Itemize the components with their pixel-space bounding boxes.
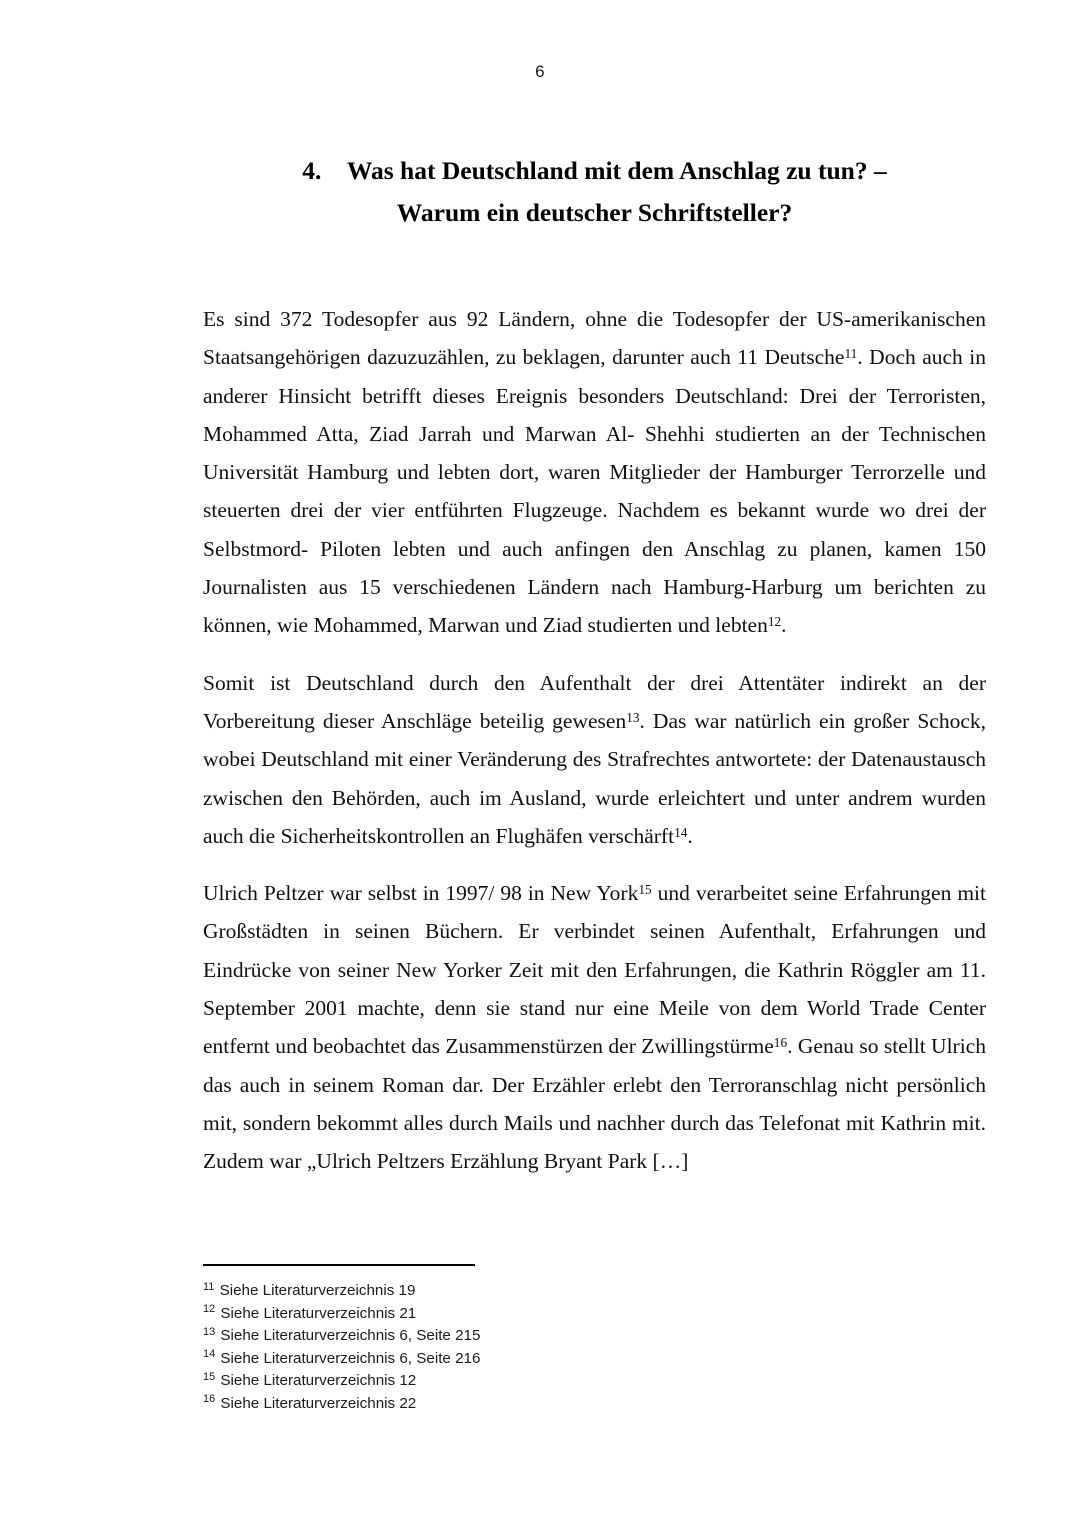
footnote-text: Siehe Literaturverzeichnis 21 — [216, 1304, 417, 1322]
footnote-item — [203, 1325, 986, 1348]
footnote-ref-14[interactable]: 14 — [674, 824, 688, 840]
footnote-text: Siehe Literaturverzeichnis 12 — [216, 1372, 417, 1389]
paragraph: Es sind 372 Todesopfer aus 92 Ländern, ohne die Todesopfer der US-amerikanischen Staatsangehörigen dazuzuzählen, zu beklagen, darunter auch 11 Deutsche$^{11}$. Doch auch in anderer Hinsicht betrifft dieses Ereignis besonders Deutschland: Drei der Terroristen, Mohammed Atta, Ziad Jarrah und Marwan Al- Shehhi studierten an der Technischen Universität Hamburg und lebten dort, waren Mitglieder der Hamburger Terrorzelle und steuerten drei der vier entführten Flugzeuge. Nachdem es bekannt wurde wo drei der Selbstmord- Piloten lebten und auch anfingen den Anschlag zu planen, kamen 150 Journalisten aus 15 verschiedenen Ländern nach Hamburg-Harburg um berichten zu können, wie Mohammed, Marwan und Ziad studierten und lebten$^{12}$. — [203, 307, 986, 638]
footnote-item — [203, 1370, 986, 1393]
footnote-area — [203, 1264, 986, 1415]
section-heading — [203, 150, 986, 234]
footnote-ref-12[interactable]: 12 — [767, 614, 782, 630]
footnote-number: 16 — [203, 1393, 216, 1406]
footnote-text: Siehe Literaturverzeichnis 19 — [215, 1282, 416, 1299]
footnote-ref-15[interactable]: 15 — [638, 882, 652, 898]
page-number: 6 — [535, 62, 545, 81]
paragraph: Somit ist Deutschland durch den Aufenthalt der drei Attentäter indirekt an der Vorbereitung dieser Anschläge beteilig gewesen$^{13}$. Das war natürlich ein großer Schock, wobei Deutschland mit einer Veränderung des Strafrechtes antwortete: der Datenaustausch zwischen den Behörden, auch im Ausland, wurde erleichtert und unter andrem wurden auch die Sicherheitskontrollen an Flughäfen verschärft$^{14}$. — [203, 670, 986, 848]
footnote-number: 11 — [203, 1280, 215, 1293]
footnote-separator-rule — [203, 1264, 475, 1266]
footnote-item — [203, 1393, 986, 1416]
footnote-number: 15 — [203, 1370, 216, 1383]
paragraph: Ulrich Peltzer war selbst in 1997/ 98 in New York$^{15}$ und verarbeitet seine Erfahrungen mit Großstädten in seinen Büchern. Er verbindet seinen Aufenthalt, Erfahrungen und Eindrücke von seiner New Yorker Zeit mit den Erfahrungen, die Kathrin Röggler am 11. September 2001 machte, denn sie stand nur eine Meile von dem World Trade Center entfernt und beobachtet das Zusammenstürzen der Zwillingstürme$^{16}$. Genau so stellt Ulrich das auch in seinem Roman dar. Der Erzähler erlebt den Terroranschlag nicht persönlich mit, sondern bekommt alles durch Mails und nachher durch das Telefonat mit Kathrin mit. Zudem war „Ulrich Peltzers Erzählung Bryant Park […] — [203, 881, 986, 1174]
footnote-text: Siehe Literaturverzeichnis 22 — [216, 1394, 417, 1412]
footnote-ref-13[interactable]: 13 — [626, 709, 640, 725]
body-text — [203, 300, 986, 1181]
footnote-item — [203, 1303, 986, 1326]
footnote-text: Siehe Literaturverzeichnis 6, Seite 216 — [216, 1349, 481, 1367]
footnote-text: Siehe Literaturverzeichnis 6, Seite 215 — [216, 1327, 481, 1344]
footnote-number: 12 — [203, 1303, 216, 1316]
footnote-item — [203, 1348, 986, 1371]
footnote-number: 14 — [203, 1348, 216, 1361]
section-heading-line-1: 4. Was hat Deutschland mit dem Anschlag zu tun? – — [302, 156, 887, 185]
footnote-list — [203, 1280, 986, 1415]
section-heading-line-2: Warum ein deutscher Schriftsteller? — [396, 198, 793, 227]
footnote-ref-16[interactable]: 16 — [773, 1035, 788, 1051]
footnote-number: 13 — [203, 1325, 216, 1338]
footnote-ref-11[interactable]: 11 — [844, 346, 858, 362]
footnote-item — [203, 1280, 986, 1303]
